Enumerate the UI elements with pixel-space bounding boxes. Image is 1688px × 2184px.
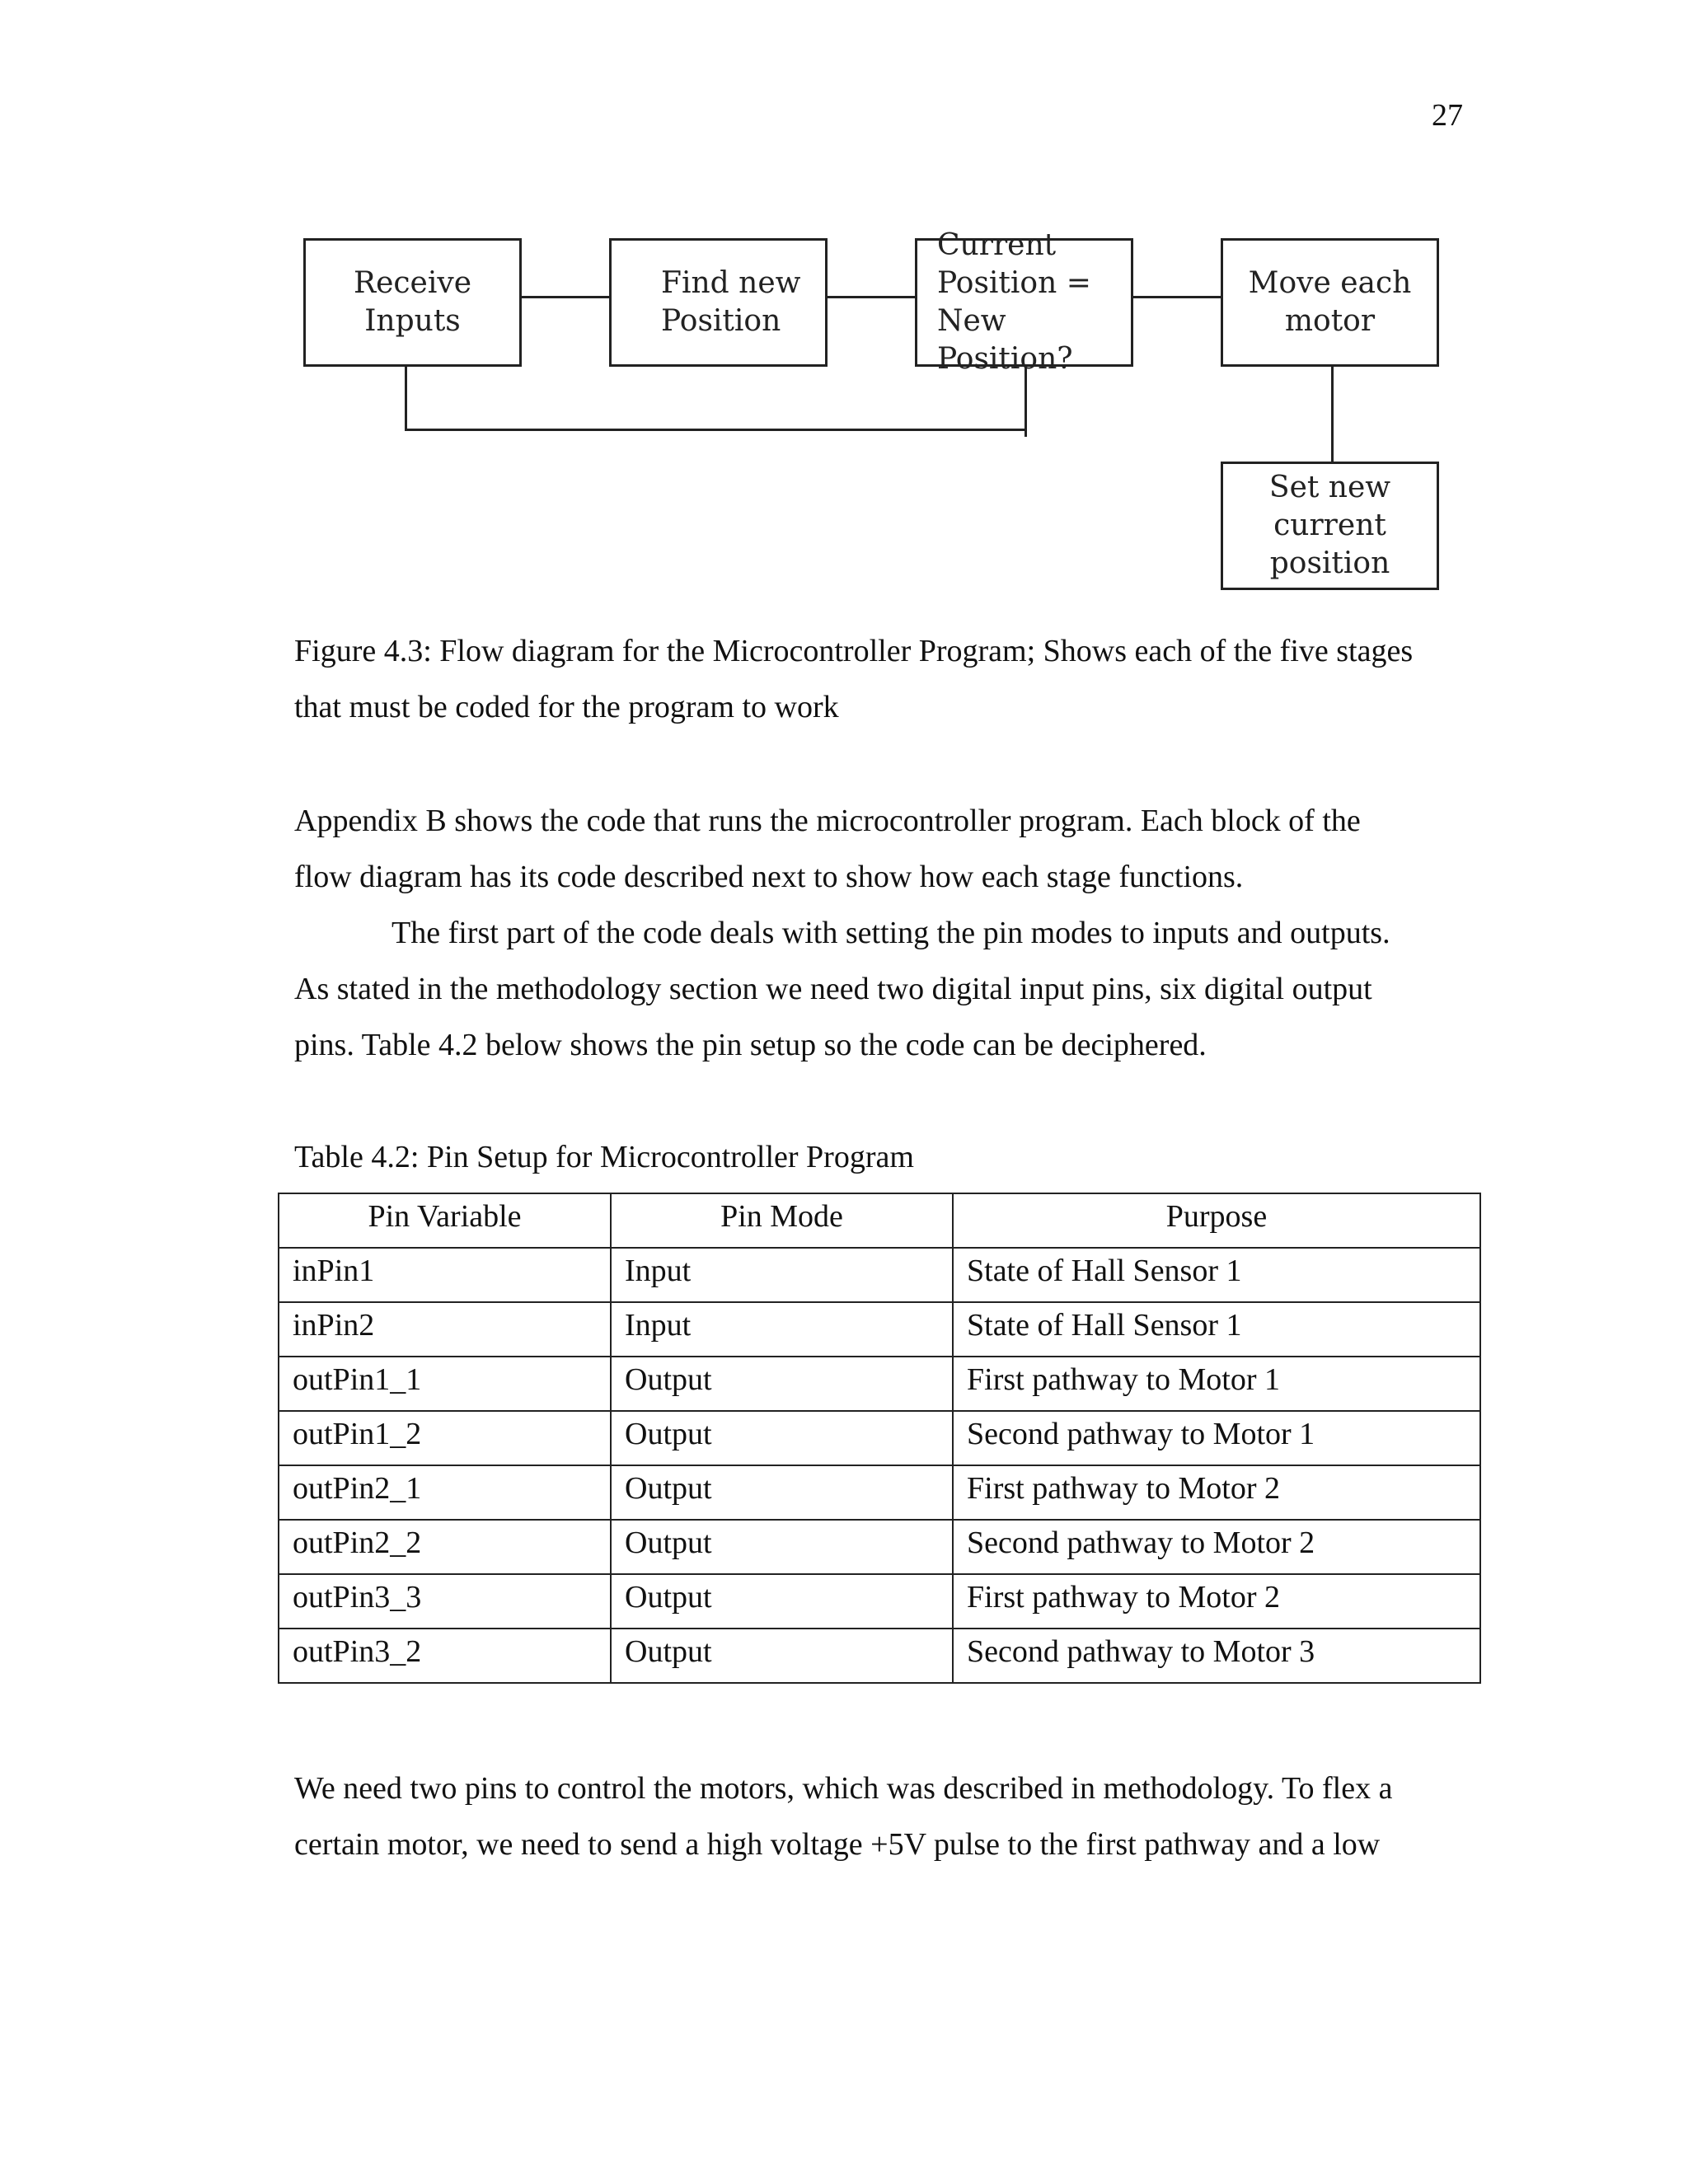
table-cell: Output — [611, 1520, 953, 1574]
table-row — [279, 1465, 1480, 1520]
receive-inputs-label: Receive Inputs — [353, 266, 472, 338]
move-each-motor-line1: Move each — [1248, 266, 1412, 300]
table-row — [279, 1248, 1480, 1302]
receive-inputs-box — [303, 238, 522, 367]
table-cell: Second pathway to Motor 2 — [953, 1520, 1480, 1574]
move-each-motor-line2: motor — [1284, 304, 1376, 338]
table-row — [279, 1302, 1480, 1357]
table-cell: outPin3_2 — [279, 1629, 611, 1683]
table-row — [279, 1629, 1480, 1683]
find-new-position-box — [609, 238, 828, 367]
table-row — [279, 1520, 1480, 1574]
connector-find-current — [827, 296, 916, 298]
table-header-row — [279, 1193, 1480, 1248]
find-new-position-line1: Find new — [661, 266, 801, 300]
current-position-line2: Position = — [937, 266, 1091, 300]
set-new-current-position-box — [1221, 462, 1439, 590]
table-cell: inPin1 — [279, 1248, 611, 1302]
table-cell: outPin3_3 — [279, 1574, 611, 1629]
body1-line2: flow diagram has its code described next to show how each stage functions. — [294, 860, 1244, 894]
table-cell: Output — [611, 1574, 953, 1629]
table-cell: Second pathway to Motor 3 — [953, 1629, 1480, 1683]
table-row — [279, 1357, 1480, 1411]
table-row — [279, 1411, 1480, 1465]
table-cell: Output — [611, 1357, 953, 1411]
table-header-cell: Pin Variable — [279, 1193, 611, 1248]
table-cell: outPin2_1 — [279, 1465, 611, 1520]
find-new-position-line2: Position — [661, 304, 781, 338]
loop-line-bottom — [405, 429, 1027, 431]
table-cell: outPin1_1 — [279, 1357, 611, 1411]
figure-caption-line1: Figure 4.3: Flow diagram for the Microcontroller Program; Shows each of the five stages — [294, 634, 1414, 668]
table-header-cell: Pin Mode — [611, 1193, 953, 1248]
body1-line1: Appendix B shows the code that runs the microcontroller program. Each block of the — [294, 804, 1361, 838]
table-cell: Output — [611, 1465, 953, 1520]
table-cell: State of Hall Sensor 1 — [953, 1302, 1480, 1357]
body1-line4: As stated in the methodology section we need two digital input pins, six digital output — [294, 972, 1372, 1006]
move-each-motor-box — [1221, 238, 1439, 367]
body-paragraph-1 — [294, 793, 1498, 1073]
flow-diagram — [0, 0, 1688, 626]
table-cell: Second pathway to Motor 1 — [953, 1411, 1480, 1465]
connector-receive-find — [521, 296, 610, 298]
table-cell: State of Hall Sensor 1 — [953, 1248, 1480, 1302]
table-cell: outPin2_2 — [279, 1520, 611, 1574]
table-cell: First pathway to Motor 2 — [953, 1465, 1480, 1520]
connector-current-move — [1132, 296, 1221, 298]
table-cell: Input — [611, 1248, 953, 1302]
table-cell: Input — [611, 1302, 953, 1357]
table-cell: Output — [611, 1411, 953, 1465]
table-cell: inPin2 — [279, 1302, 611, 1357]
connector-move-set — [1331, 366, 1334, 462]
pin-setup-table — [278, 1193, 1481, 1684]
body2-line1: We need two pins to control the motors, which was described in methodology. To flex a — [294, 1771, 1393, 1806]
figure-caption-line2: that must be coded for the program to work — [294, 690, 839, 724]
table-row — [279, 1574, 1480, 1629]
figure-caption — [294, 623, 1498, 735]
set-new-current-position-line2: position — [1269, 546, 1390, 580]
body-paragraph-2 — [294, 1760, 1498, 1872]
set-new-current-position-line1: Set new current — [1268, 471, 1391, 542]
current-position-check-box — [915, 228, 1133, 376]
table-cell: First pathway to Motor 1 — [953, 1357, 1480, 1411]
page-number: 27 — [1432, 98, 1463, 133]
loop-line-left-vertical — [405, 366, 407, 431]
table-cell: outPin1_2 — [279, 1411, 611, 1465]
table-cell: First pathway to Motor 2 — [953, 1574, 1480, 1629]
body1-line5: pins. Table 4.2 below shows the pin setup so the code can be deciphered. — [294, 1028, 1207, 1062]
table-title: Table 4.2: Pin Setup for Microcontroller Program — [294, 1140, 914, 1174]
body2-line2: certain motor, we need to send a high voltage +5V pulse to the first pathway and a low — [294, 1827, 1381, 1862]
current-position-line1: Current — [937, 228, 1057, 262]
current-position-line3: New Position? — [937, 304, 1073, 376]
table-cell: Output — [611, 1629, 953, 1683]
table-header-cell: Purpose — [953, 1193, 1480, 1248]
body1-line3: The first part of the code deals with setting the pin modes to inputs and outputs. — [392, 916, 1390, 950]
